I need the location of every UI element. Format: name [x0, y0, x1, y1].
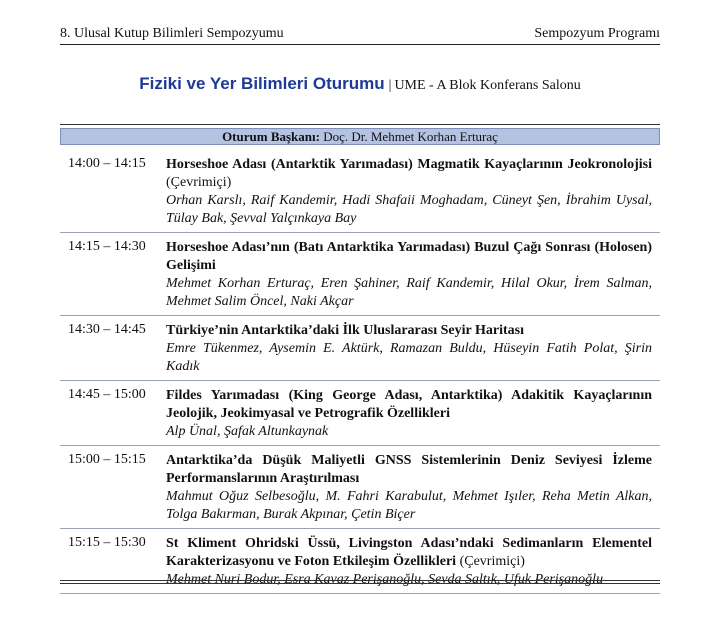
presentation-entry	[60, 446, 660, 529]
chair-label: Oturum Başkanı:	[222, 129, 320, 144]
presentation-title: Türkiye’nin Antarktika’daki İlk Uluslararası Seyir Haritası	[166, 323, 524, 338]
session-title	[60, 74, 660, 94]
session-separator: |	[388, 78, 392, 93]
bottom-divider	[60, 580, 660, 584]
top-divider	[60, 124, 660, 125]
session-location: UME - A Blok Konferans Salonu	[394, 78, 581, 93]
presentation-title: St Kliment Ohridski Üssü, Livingston Adası’ndaki Sedimanların Elementel Karakterizasyonu ve Foton Etkileşim Özellikleri	[166, 536, 652, 569]
session-name: Fiziki ve Yer Bilimleri Oturumu	[139, 74, 385, 93]
presentation-time: 14:00 – 14:15	[68, 156, 146, 171]
presentation-content	[166, 150, 652, 228]
presentation-note: (Çevrimiçi)	[166, 175, 232, 190]
presentation-entry	[60, 529, 660, 594]
presentation-time: 14:45 – 15:00	[68, 387, 146, 402]
presentation-content	[166, 316, 652, 376]
presentation-content	[166, 233, 652, 311]
chair-name: Doç. Dr. Mehmet Korhan Erturaç	[323, 129, 498, 144]
page-header	[60, 24, 660, 45]
session-chair-bar	[60, 128, 660, 145]
presentation-list	[60, 150, 660, 594]
presentation-authors: Mehmet Korhan Erturaç, Eren Şahiner, Raif Kandemir, Hilal Okur, İrem Salman, Mehmet Salim Öncel, Naki Akçar	[166, 276, 652, 309]
presentation-title: Horseshoe Adası’nın (Batı Antarktika Yarımadası) Buzul Çağı Sonrası (Holosen) Gelişimi	[166, 240, 652, 273]
presentation-time: 15:00 – 15:15	[68, 452, 146, 467]
presentation-entry	[60, 150, 660, 233]
program-label: Sempozyum Programı	[534, 26, 660, 41]
presentation-title: Horseshoe Adası (Antarktik Yarımadası) Magmatik Kayaçlarının Jeokronolojisi	[166, 157, 652, 172]
presentation-authors: Mehmet Nuri Bodur, Esra Kavaz Perişanoğlu, Sevda Saltık, Ufuk Perişanoğlu	[166, 572, 604, 587]
presentation-authors: Mahmut Oğuz Selbesoğlu, M. Fahri Karabulut, Mehmet Işıler, Reha Metin Alkan, Tolga Bakırman, Burak Akpınar, Çetin Biçer	[166, 489, 652, 522]
presentation-note: (Çevrimiçi)	[459, 554, 525, 569]
presentation-entry	[60, 316, 660, 381]
presentation-authors: Emre Tükenmez, Aysemin E. Aktürk, Ramazan Buldu, Hüseyin Fatih Polat, Şirin Kadık	[166, 341, 652, 374]
presentation-time: 14:30 – 14:45	[68, 322, 146, 337]
presentation-title: Antarktika’da Düşük Maliyetli GNSS Sistemlerinin Deniz Seviyesi İzleme Performanslarının Araştırılması	[166, 453, 652, 486]
presentation-content	[166, 446, 652, 524]
presentation-entry	[60, 381, 660, 446]
presentation-authors: Alp Ünal, Şafak Altunkaynak	[166, 424, 329, 439]
presentation-time: 15:15 – 15:30	[68, 535, 146, 550]
presentation-content	[166, 381, 652, 441]
presentation-time: 14:15 – 14:30	[68, 239, 146, 254]
presentation-authors: Orhan Karslı, Raif Kandemir, Hadi Shafaii Moghadam, Cüneyt Şen, İbrahim Uysal, Tülay Bak, Şevval Yalçınkaya Bay	[166, 193, 652, 226]
presentation-entry	[60, 233, 660, 316]
presentation-title: Fildes Yarımadası (King George Adası, Antarktika) Adakitik Kayaçlarının Jeolojik, Jeokimyasal ve Petrografik Özellikleri	[166, 388, 652, 421]
symposium-name: 8. Ulusal Kutup Bilimleri Sempozyumu	[60, 26, 284, 41]
